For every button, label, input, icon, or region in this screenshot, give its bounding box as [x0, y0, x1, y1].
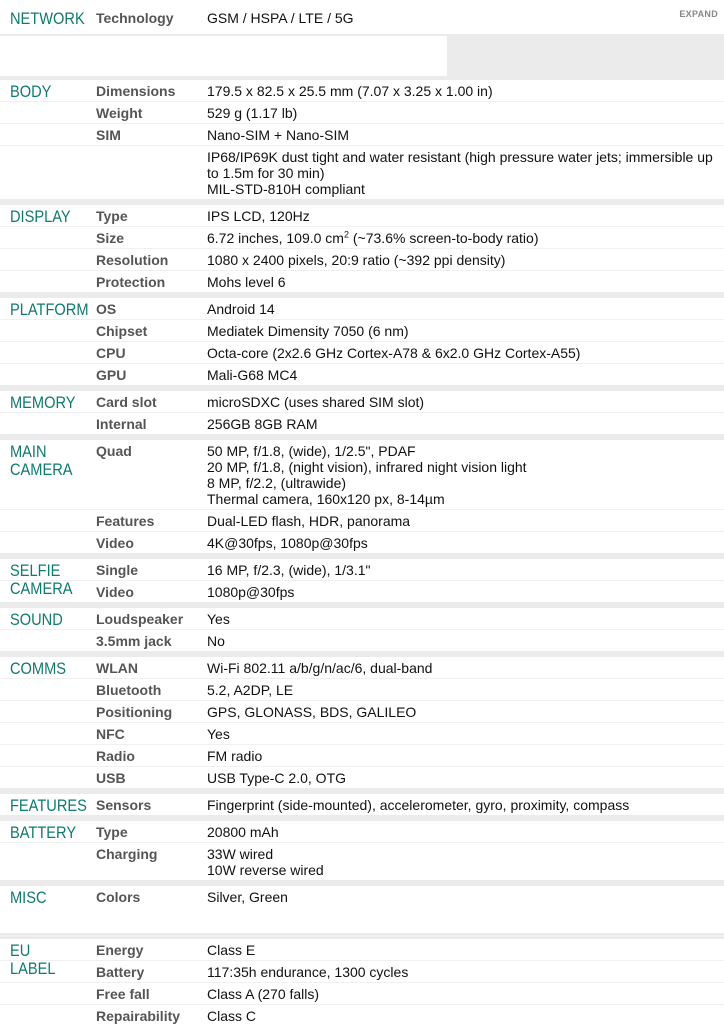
ad-placeholder	[93, 913, 412, 933]
spec-title[interactable]: Type	[96, 824, 128, 840]
spec-value-line: 1080 x 2400 pixels, 20:9 ratio (~392 ppi density)	[207, 252, 506, 268]
spec-value	[207, 510, 418, 531]
spec-value	[207, 102, 305, 123]
spec-row-features	[0, 509, 724, 531]
spec-value-line: 117:35h endurance, 1300 cycles	[207, 964, 409, 980]
spec-value-line: No	[207, 633, 225, 649]
spec-value	[207, 227, 546, 248]
spec-title[interactable]: Colors	[96, 889, 141, 905]
category-label-display[interactable]: DISPLAY	[10, 207, 71, 226]
spec-value	[207, 364, 305, 385]
spec-value	[207, 794, 637, 815]
spec-value-line: 4K@30fps, 1080p@30fps	[207, 535, 368, 551]
spec-value-line: 8 MP, f/2.2, (ultrawide)	[207, 475, 347, 491]
spec-row-size	[0, 226, 724, 248]
spec-value-line: Wi-Fi 802.11 a/b/g/n/ac/6, dual-band	[207, 660, 433, 676]
spec-value	[207, 630, 233, 651]
category-label-platform[interactable]: PLATFORM	[10, 300, 89, 319]
spec-value	[207, 1005, 264, 1026]
spec-row-repairability	[0, 1004, 724, 1026]
spec-value-line: Class A (270 falls)	[207, 986, 320, 1002]
spec-value	[207, 657, 440, 678]
spec-value-line: 256GB 8GB RAM	[207, 416, 318, 432]
category-label-selfie-camera[interactable]: SELFIE CAMERA	[10, 561, 73, 598]
spec-title[interactable]: Radio	[96, 748, 135, 764]
spec-title[interactable]: Video	[96, 535, 134, 551]
spec-value-line: Thermal camera, 160x120 px, 8-14µm	[207, 491, 445, 507]
spec-value-line: Mali-G68 MC4	[207, 367, 298, 383]
spec-title[interactable]: Chipset	[96, 323, 148, 339]
spec-row-colors	[0, 886, 724, 907]
spec-value-line: 20800 mAh	[207, 824, 279, 840]
spec-value-line: 5.2, A2DP, LE	[207, 682, 294, 698]
ad-slot	[0, 36, 724, 80]
spec-value	[207, 723, 238, 744]
category-label-memory[interactable]: MEMORY	[10, 393, 76, 412]
spec-value-line: 529 g (1.17 lb)	[207, 105, 298, 121]
spec-value-line: 179.5 x 82.5 x 25.5 mm (7.07 x 3.25 x 1.00 in)	[207, 83, 493, 99]
spec-value	[207, 320, 417, 341]
spec-value-line: Dual-LED flash, HDR, panorama	[207, 513, 411, 529]
spec-row-usb	[0, 766, 724, 788]
spec-row-3-5mm-jack	[0, 629, 724, 651]
spec-value-line: Yes	[207, 726, 230, 742]
spec-row-positioning	[0, 700, 724, 722]
spec-title[interactable]: Energy	[96, 942, 144, 958]
spec-title[interactable]: Repairability	[96, 1008, 181, 1024]
spec-value-line: FM radio	[207, 748, 263, 764]
spec-value	[207, 440, 535, 509]
spec-value-line: Silver, Green	[207, 889, 288, 905]
spec-title[interactable]: 3.5mm jack	[96, 633, 172, 649]
spec-row-internal	[0, 412, 724, 434]
spec-title[interactable]: Dimensions	[96, 83, 176, 99]
spec-value	[207, 298, 283, 319]
spec-value-line: 10W reverse wired	[207, 862, 324, 878]
category-label-eu-label[interactable]: EU LABEL	[10, 941, 56, 978]
spec-title[interactable]: Protection	[96, 274, 166, 290]
spec-value	[207, 391, 432, 412]
category-label-battery[interactable]: BATTERY	[10, 823, 77, 842]
spec-title[interactable]: USB	[96, 770, 126, 786]
spec-value-line: Class E	[207, 942, 256, 958]
spec-value	[207, 532, 376, 553]
spec-row-wlan	[0, 657, 724, 678]
spec-row-type	[0, 821, 724, 842]
spec-title[interactable]: Single	[96, 562, 139, 578]
category-label-network[interactable]: NETWORK	[10, 9, 85, 28]
spec-value-line: IPS LCD, 120Hz	[207, 208, 310, 224]
spec-value-line: IP68/IP69K dust tight and water resistant (high pressure water jets; immersible up to 1.5m for 30 min)	[207, 149, 713, 181]
category-label-body[interactable]: BODY	[10, 82, 52, 101]
spec-value-line: Octa-core (2x2.6 GHz Cortex-A78 & 6x2.0 GHz Cortex-A55)	[207, 345, 581, 361]
spec-value-line: 16 MP, f/2.3, (wide), 1/3.1"	[207, 562, 371, 578]
category-label-features[interactable]: FEATURES	[10, 796, 87, 815]
expand-button[interactable]: EXPAND	[679, 9, 718, 19]
spec-row-gpu	[0, 363, 724, 385]
spec-value	[207, 271, 294, 292]
body-section	[0, 80, 724, 199]
spec-value-line: Mediatek Dimensity 7050 (6 nm)	[207, 323, 409, 339]
spec-value	[207, 205, 318, 226]
display-section	[0, 205, 724, 292]
spec-row-battery	[0, 960, 724, 982]
spec-value-line: Android 14	[207, 301, 275, 317]
spec-row-dimensions	[0, 80, 724, 101]
spec-title[interactable]: Features	[96, 513, 155, 529]
ad-placeholder	[0, 36, 447, 76]
category-label-sound[interactable]: SOUND	[10, 610, 63, 629]
spec-title[interactable]: Weight	[96, 105, 143, 121]
category-label-comms[interactable]: COMMS	[10, 659, 67, 678]
spec-value-line: Nano-SIM + Nano-SIM	[207, 127, 349, 143]
spec-value-line: USB Type-C 2.0, OTG	[207, 770, 347, 786]
spec-title[interactable]: Quad	[96, 443, 132, 459]
spec-row-quad	[0, 440, 724, 509]
spec-value: GSM / HSPA / LTE / 5G	[207, 10, 354, 26]
spec-value-line: 50 MP, f/1.8, (wide), 1/2.5", PDAF	[207, 443, 416, 459]
platform-section	[0, 298, 724, 385]
spec-row-technology	[0, 0, 724, 34]
spec-title[interactable]: Resolution	[96, 252, 169, 268]
spec-row-card-slot	[0, 391, 724, 412]
spec-value	[207, 843, 332, 880]
network-section	[0, 0, 724, 34]
spec-row-bluetooth	[0, 678, 724, 700]
spec-value	[207, 342, 588, 363]
selfie-camera-section	[0, 559, 724, 602]
spec-title[interactable]: Battery	[96, 964, 145, 980]
spec-row-chipset	[0, 319, 724, 341]
spec-row-video	[0, 580, 724, 602]
spec-row-protection	[0, 270, 724, 292]
memory-section	[0, 391, 724, 434]
spec-title[interactable]: NFC	[96, 726, 125, 742]
spec-value-line: Mohs level 6	[207, 274, 286, 290]
spec-value-line: 1080p@30fps	[207, 584, 295, 600]
spec-title[interactable]: Loudspeaker	[96, 611, 184, 627]
main-camera-section	[0, 440, 724, 553]
spec-value-line: 33W wired	[207, 846, 274, 862]
spec-value-line: 6.72 inches, 109.0 $cm^2$ (~73.6% screen-to-body ratio)	[207, 229, 539, 246]
spec-value	[207, 821, 287, 842]
spec-title[interactable]: OS	[96, 301, 117, 317]
spec-row-radio	[0, 744, 724, 766]
spec-value-line: GPS, GLONASS, BDS, GALILEO	[207, 704, 417, 720]
spec-value	[207, 146, 724, 199]
spec-title[interactable]: Bluetooth	[96, 682, 162, 698]
spec-row-resolution	[0, 248, 724, 270]
spec-row-loudspeaker	[0, 608, 724, 629]
spec-row-sensors	[0, 794, 724, 815]
spec-value	[207, 679, 301, 700]
spec-value-line: Yes	[207, 611, 230, 627]
spec-value	[207, 608, 238, 629]
spec-row-charging	[0, 842, 724, 880]
spec-title[interactable]: Sensors	[96, 797, 152, 813]
spec-row-extra	[0, 145, 724, 199]
spec-title[interactable]: Video	[96, 584, 134, 600]
spec-row-os	[0, 298, 724, 319]
spec-value-line: Fingerprint (side-mounted), accelerometer, gyro, proximity, compass	[207, 797, 630, 813]
spec-title[interactable]: Size	[96, 230, 125, 246]
spec-value-line: microSDXC (uses shared SIM slot)	[207, 394, 425, 410]
features-section	[0, 794, 724, 815]
spec-value	[207, 886, 296, 907]
spec-value	[207, 939, 263, 960]
spec-title[interactable]: GPU	[96, 367, 127, 383]
spec-row-nfc	[0, 722, 724, 744]
battery-section	[0, 821, 724, 880]
spec-row-type	[0, 205, 724, 226]
category-label-main-camera[interactable]: MAIN CAMERA	[10, 442, 73, 479]
spec-value-line: 20 MP, f/1.8, (night vision), infrared night vision light	[207, 459, 527, 475]
spec-value	[207, 559, 378, 580]
comms-section	[0, 657, 724, 788]
spec-row-free-fall	[0, 982, 724, 1004]
spec-value	[207, 745, 270, 766]
spec-title[interactable]: Type	[96, 208, 128, 224]
spec-value	[207, 961, 416, 982]
spec-value	[207, 80, 501, 101]
spec-value	[207, 701, 424, 722]
spec-title[interactable]: Free fall	[96, 986, 150, 1002]
spec-title[interactable]: SIM	[96, 127, 121, 143]
spec-value-line: Class C	[207, 1008, 257, 1024]
spec-value	[207, 124, 357, 145]
spec-row-sim	[0, 123, 724, 145]
spec-row-video	[0, 531, 724, 553]
spec-title[interactable]: CPU	[96, 345, 126, 361]
eu-label-section	[0, 939, 724, 1026]
spec-value	[207, 581, 302, 602]
sound-section	[0, 608, 724, 651]
spec-value	[207, 767, 354, 788]
spec-title[interactable]: Charging	[96, 846, 158, 862]
spec-value	[207, 413, 326, 434]
spec-row-weight	[0, 101, 724, 123]
misc-section	[0, 886, 724, 933]
spec-title[interactable]: Positioning	[96, 704, 173, 720]
category-label-misc[interactable]: MISC	[10, 888, 47, 907]
spec-value	[207, 249, 513, 270]
spec-title[interactable]: Card slot	[96, 394, 157, 410]
spec-title[interactable]: Technology	[96, 10, 174, 26]
spec-value-line: MIL-STD-810H compliant	[207, 181, 365, 197]
spec-title[interactable]: Internal	[96, 416, 147, 432]
spec-row-cpu	[0, 341, 724, 363]
spec-title[interactable]: WLAN	[96, 660, 138, 676]
